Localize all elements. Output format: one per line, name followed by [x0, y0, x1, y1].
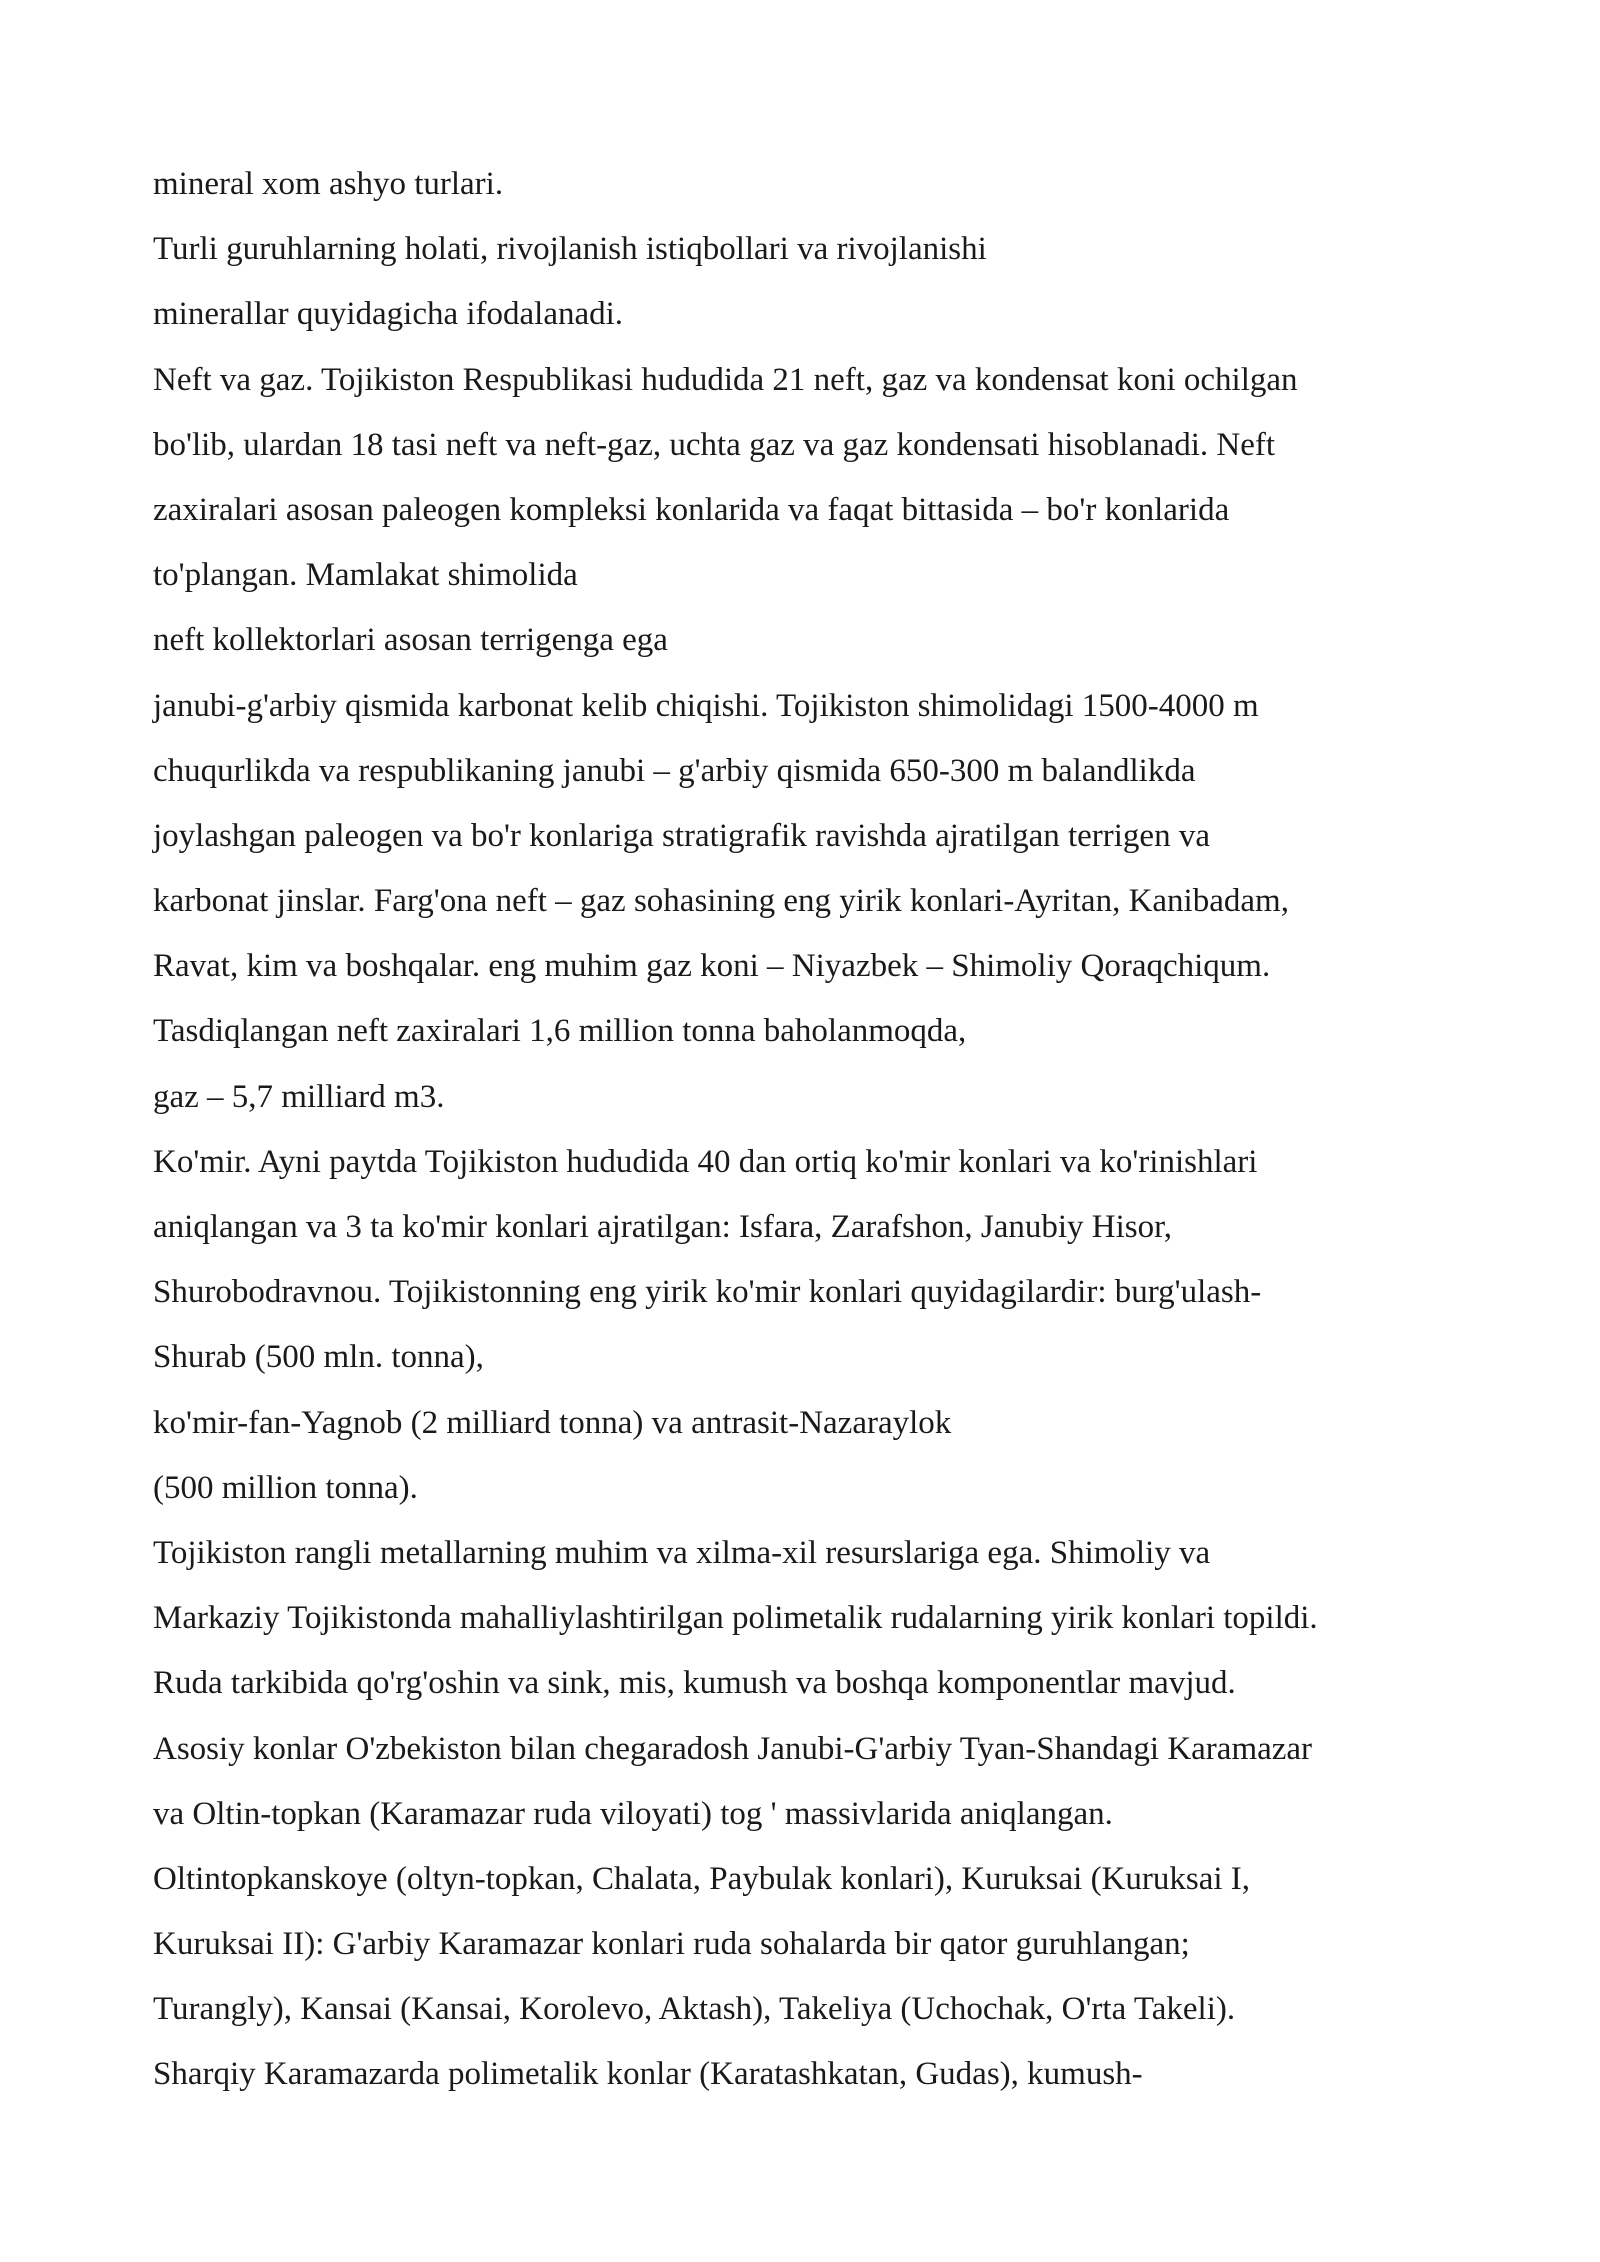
text-line: zaxiralari asosan paleogen kompleksi konlarida va faqat bittasida – bo'r konlarida [153, 491, 1230, 528]
text-line: aniqlangan va 3 ta ko'mir konlari ajratilgan: Isfara, Zarafshon, Janubiy Hisor, [153, 1209, 1173, 1245]
text-line: (500 million tonna). [153, 1469, 418, 1506]
text-line: Markaziy Tojikistonda mahalliylashtirilgan polimetalik rudalarning yirik konlari topildi. [153, 1600, 1318, 1637]
text-line: bo'lib, ulardan 18 tasi neft va neft-gaz, uchta gaz va gaz kondensati hisoblanadi. Neft [153, 426, 1276, 463]
text-line: karbonat jinslar. Farg'ona neft – gaz sohasining eng yirik konlari-Ayritan, Kanibadam, [153, 883, 1289, 920]
text-line: Shurobodravnou. Tojikistonning eng yirik ko'mir konlari quyidagilardir: burg'ulash- [153, 1274, 1262, 1311]
text-line: gaz – 5,7 milliard m3. [153, 1078, 445, 1115]
text-line: ko'mir-fan-Yagnob (2 milliard tonna) va antrasit-Nazaraylok [153, 1404, 952, 1441]
text-line: va Oltin-topkan (Karamazar ruda viloyati) tog ' massivlarida aniqlangan. [153, 1795, 1113, 1832]
text-line: janubi-g'arbiy qismida karbonat kelib chiqishi. Tojikiston shimolidagi 1500-4000 m [153, 687, 1259, 724]
text-line: Kuruksai II): G'arbiy Karamazar konlari ruda sohalarda bir qator guruhlangan; [153, 1926, 1190, 1963]
text-line: Asosiy konlar O'zbekiston bilan chegaradosh Janubi-G'arbiy Tyan-Shandagi Karamazar [153, 1730, 1313, 1767]
document-text [153, 152, 1493, 2108]
text-line: mineral xom ashyo turlari. [153, 166, 504, 202]
text-line: minerallar quyidagicha ifodalanadi. [153, 296, 624, 333]
text-line: Turangly), Kansai (Kansai, Korolevo, Aktash), Takeliya (Uchochak, O'rta Takeli). [153, 1991, 1236, 2028]
text-line: Shurab (500 mln. tonna), [153, 1339, 484, 1376]
text-line: Ko'mir. Ayni paytda Tojikiston hududida 40 dan ortiq ko'mir konlari va ko'rinishlari [153, 1143, 1258, 1180]
text-line: to'plangan. Mamlakat shimolida [153, 557, 578, 594]
text-line: chuqurlikda va respublikaning janubi – g'arbiy qismida 650-300 m balandlikda [153, 752, 1196, 789]
text-line: Turli guruhlarning holati, rivojlanish istiqbollari va rivojlanishi [153, 231, 987, 268]
text-line: Tasdiqlangan neft zaxiralari 1,6 million tonna baholanmoqda, [153, 1013, 967, 1050]
text-line: Neft va gaz. Tojikiston Respublikasi hududida 21 neft, gaz va kondensat koni ochilgan [153, 361, 1298, 398]
text-line: Ravat, kim va boshqalar. eng muhim gaz koni – Niyazbek – Shimoliy Qoraqchiqum. [153, 948, 1271, 985]
text-line: joylashgan paleogen va bo'r konlariga stratigrafik ravishda ajratilgan terrigen va [153, 817, 1210, 854]
text-line: neft kollektorlari asosan terrigenga ega [153, 622, 668, 659]
text-line: Sharqiy Karamazarda polimetalik konlar (Karatashkatan, Gudas), kumush- [153, 2056, 1143, 2093]
text-line: Oltintopkanskoye (oltyn-topkan, Chalata, Paybulak konlari), Kuruksai (Kuruksai I, [153, 1860, 1251, 1897]
text-line: Ruda tarkibida qo'rg'oshin va sink, mis, kumush va boshqa komponentlar mavjud. [153, 1665, 1236, 1702]
text-line: Tojikiston rangli metallarning muhim va xilma-xil resurslariga ega. Shimoliy va [153, 1534, 1211, 1571]
